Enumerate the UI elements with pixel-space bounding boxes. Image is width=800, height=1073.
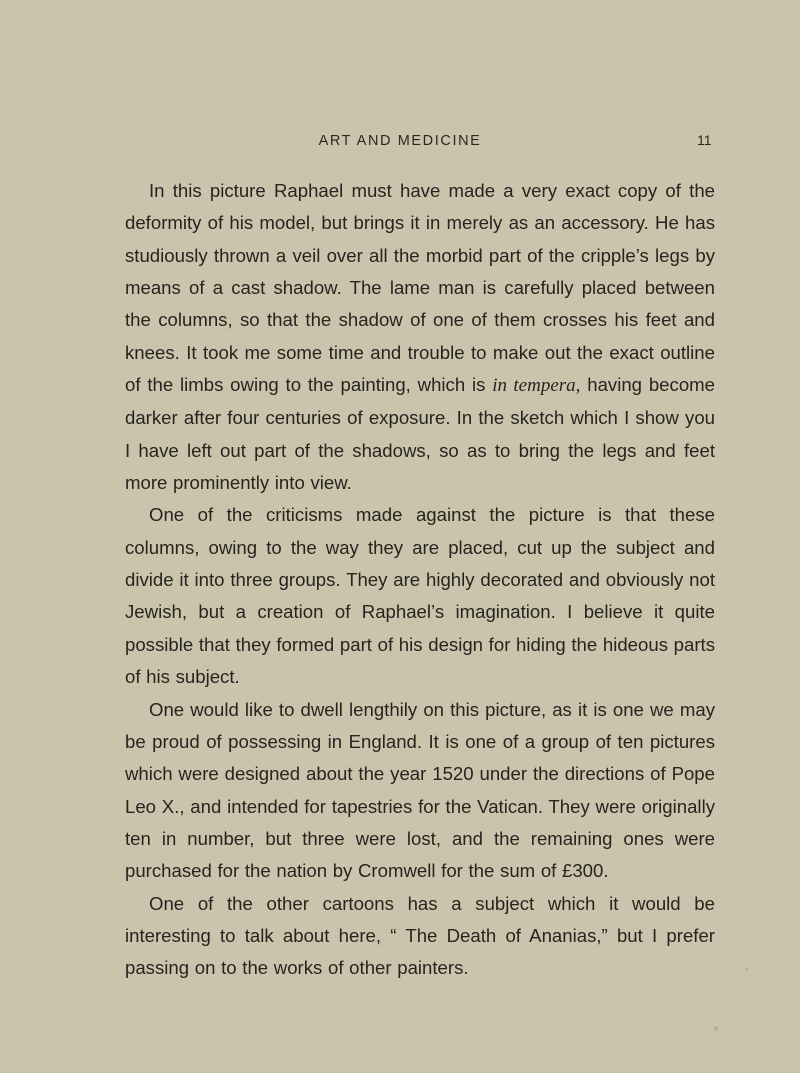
paragraph-4: One of the other cartoons has a subject which it would be interesting to talk about here, “ The Death of Ananias,” but I prefer passing on to the works of other painters. [125, 892, 715, 979]
paper-speck [714, 1026, 718, 1031]
paragraph-1-text-a: In this picture Raphael must have made a very exact copy of the deformity of his model, but brings it in merely as an accessory. He has studiously thrown a veil over all the morbid part of the cripple’s legs by means of a cast shadow. The lame man is carefully placed between the columns, so that the shadow of one of them crosses his feet and knees. It took me some time and trouble to make out the exact outline of the limbs owing to the painting, which is [125, 180, 715, 396]
page-number: 11 [697, 132, 712, 148]
paragraph-1 [125, 175, 715, 499]
paper-speck [745, 968, 748, 971]
paragraph-1-italic: in tempera, [492, 375, 581, 397]
paragraph-1-text-b: having become darker after four centuries of exposure. In the sketch which I show you I have left out part of the shadows, so as to bring the legs and feet more prominently into view. [125, 374, 715, 494]
running-title: ART AND MEDICINE [318, 133, 482, 149]
page-header [0, 133, 800, 157]
paragraph-3: One would like to dwell lengthily on this picture, as it is one we may be proud of possessing in England. It is one of a group of ten pictures which were designed about the year 1520 under the directions of Pope Leo X., and intended for tapestries for the Vatican. They were originally ten in number, but three were lost, and the remaining ones were purchased for the nation by Cromwell for the sum of £300. [125, 698, 715, 882]
body-text [125, 175, 715, 985]
paragraph-2: One of the criticisms made against the picture is that these columns, owing to the way they are placed, cut up the subject and divide it into three groups. They are highly decorated and obviously not Jewish, but a creation of Raphael’s imagination. I believe it quite possible that they formed part of his design for hiding the hideous parts of his subject. [125, 504, 715, 688]
